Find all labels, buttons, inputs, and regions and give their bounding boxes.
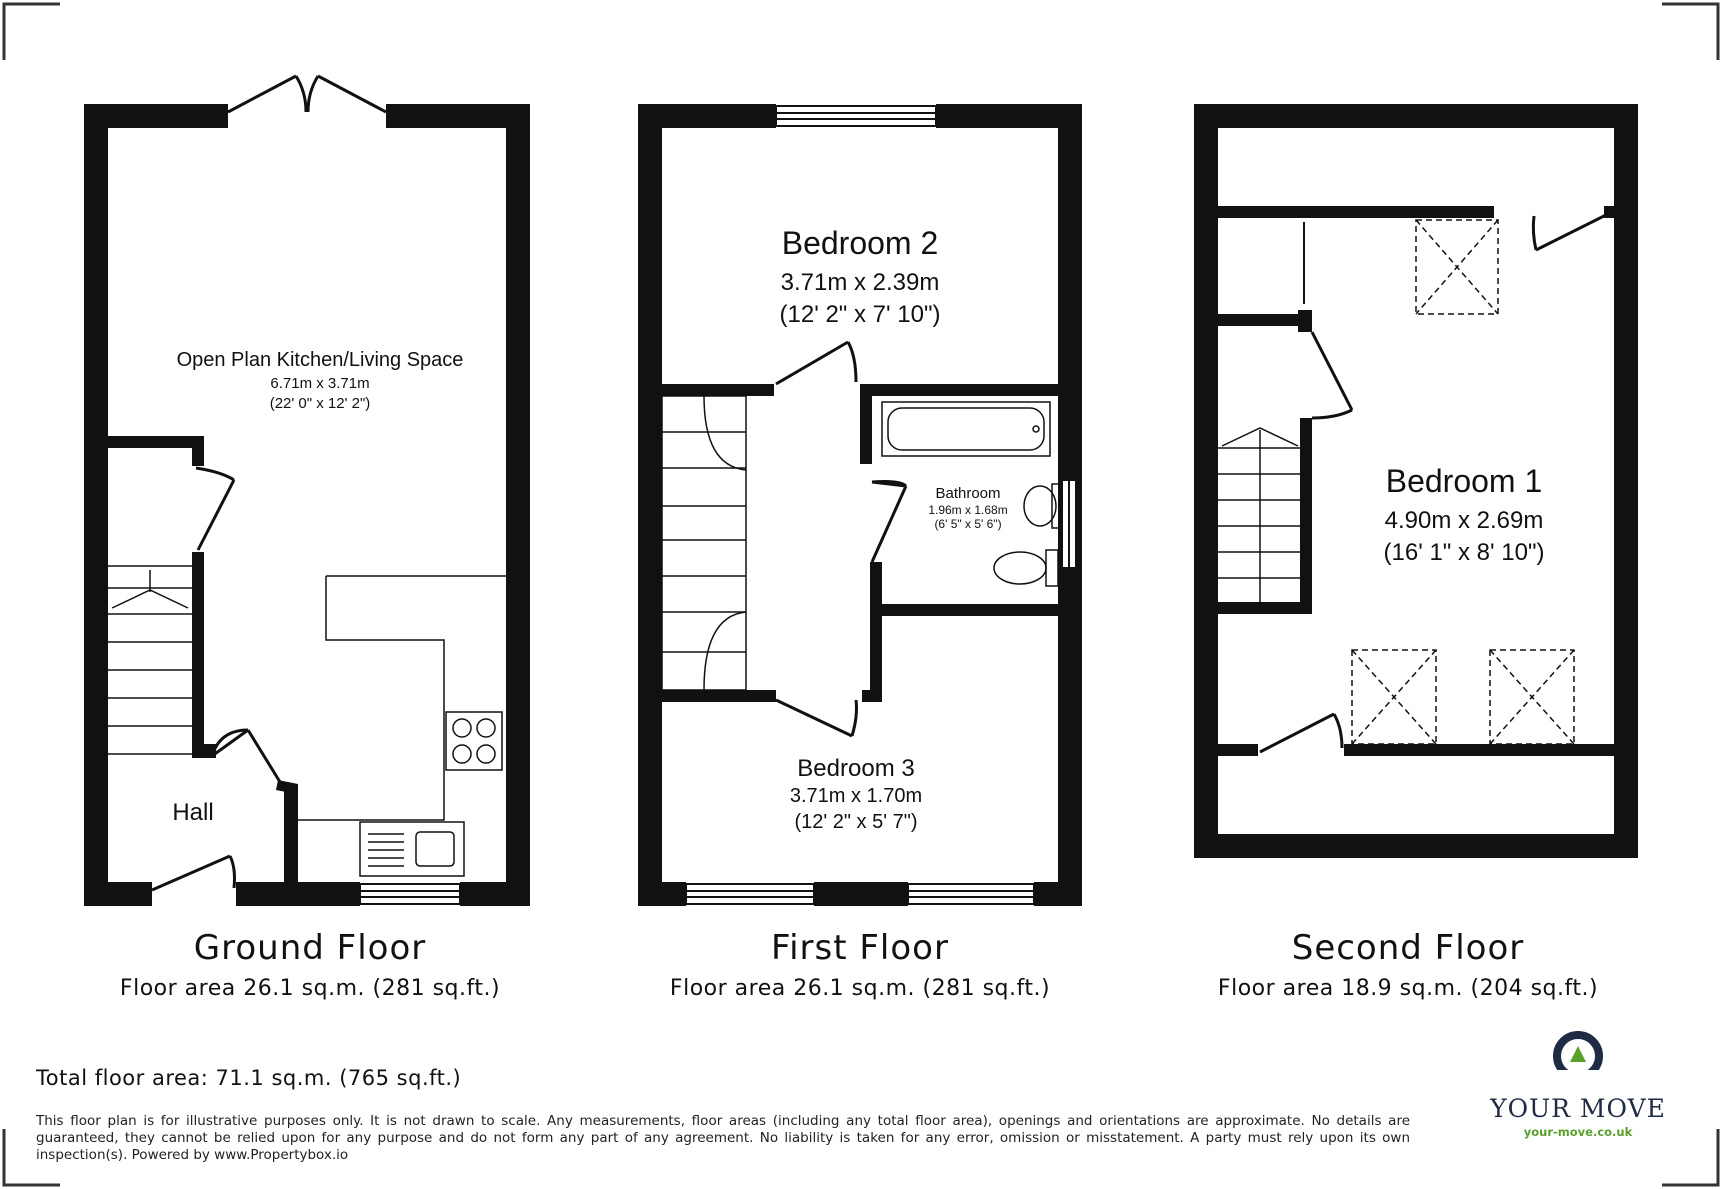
ff-wall-bed3-stub: [862, 690, 882, 702]
ff-bathroom-size-m: 1.96m x 1.68m: [928, 503, 1008, 517]
ground-floor-area: Floor area 26.1 sq.m. (281 sq.ft.): [119, 976, 501, 1001]
first-floor-area: Floor area 26.1 sq.m. (281 sq.ft.): [669, 976, 1051, 1001]
ff-bedroom3-name: Bedroom 3: [797, 755, 915, 782]
gf-wall-top-left: [84, 104, 228, 128]
second-floor-area: Floor area 18.9 sq.m. (204 sq.ft.): [1217, 976, 1599, 1001]
sf-wall-top: [1194, 104, 1638, 128]
sf-wall-eaves-top: [1218, 206, 1494, 218]
location-pin-icon: [1552, 1030, 1604, 1088]
second-floor-heading: [1158, 928, 1658, 1001]
sf-bedroom1-size-m: 4.90m x 2.69m: [1384, 507, 1544, 534]
crop-marks: [4, 4, 1718, 1185]
ff-bedroom2-size-ft: (12' 2" x 7' 10"): [779, 301, 941, 328]
ff-bathroom-name: Bathroom: [935, 485, 1001, 502]
gf-hall-wall-top: [108, 436, 204, 448]
first-floor-title: First Floor: [771, 928, 949, 968]
sf-bedroom1-size-ft: (16' 1" x 8' 10"): [1383, 539, 1545, 566]
sf-wall-left: [1194, 104, 1218, 858]
sf-wall-stair-bottom: [1218, 602, 1312, 614]
gf-sink: [360, 822, 464, 876]
ff-bathroom-size-ft: (6' 5" x 5' 6"): [934, 517, 1002, 531]
sf-wall-stair: [1300, 418, 1312, 614]
ff-wall-bottom-b: [814, 882, 908, 906]
sf-bedroom1-name: Bedroom 1: [1385, 463, 1543, 499]
ff-wall-landing-top: [662, 384, 774, 396]
ff-wall-bath-bottom: [870, 604, 1058, 616]
brand-url: your-move.co.uk: [1523, 1125, 1633, 1139]
gf-kitchen-name: Open Plan Kitchen/Living Space: [176, 349, 464, 371]
brand-name: YOUR MOVE: [1490, 1094, 1666, 1123]
ff-wall-bed3-top: [662, 690, 776, 702]
first-floor-plan: [638, 104, 1082, 906]
ground-floor-heading: [60, 928, 560, 1001]
sf-wall-eaves-bottom-a: [1218, 744, 1258, 756]
gf-hall-name: Hall: [172, 799, 214, 826]
gf-hall-wall-vertical: [192, 552, 204, 756]
ff-wall-left: [638, 104, 662, 906]
ground-floor-plan: [84, 76, 530, 906]
second-floor-plan: [1194, 104, 1638, 858]
ff-wall-top-left: [638, 104, 776, 128]
gf-hob: [446, 712, 502, 770]
ff-wall-bottom-c: [1034, 882, 1082, 906]
sf-staircase: [1218, 428, 1300, 602]
sf-wall-eaves-bottom-b: [1344, 744, 1614, 756]
ff-bedroom2-size-m: 3.71m x 2.39m: [780, 269, 940, 296]
gf-hall-wall-right: [284, 784, 298, 884]
gf-kitchen-counter: [298, 576, 506, 820]
ff-doors: [776, 342, 906, 736]
ff-wall-bath-left: [860, 384, 872, 464]
gf-wall-bottom-b: [236, 882, 360, 906]
sf-wall-cupboard: [1218, 314, 1302, 326]
gf-wall-top-right: [386, 104, 530, 128]
ground-floor-title: Ground Floor: [193, 928, 427, 968]
ff-bedroom3-size-m: 3.71m x 1.70m: [789, 785, 923, 807]
ff-wall-bath-left2: [870, 562, 882, 702]
gf-wall-left: [84, 104, 108, 906]
first-floor-heading: [610, 928, 1110, 1001]
gf-french-doors: [228, 76, 386, 112]
total-floor-area: Total floor area: 71.1 sq.m. (765 sq.ft.): [36, 1066, 462, 1090]
brand-logo: [1478, 1030, 1678, 1139]
disclaimer-text: This floor plan is for illustrative purposes only. It is not drawn to scale. Any measurements, floor areas (including any total floor area), openings and orientations are approximate. No details are guaranteed, they cannot be relied upon for any purpose and do not form any part of any agreement. No liability is taken for any error, omission or misstatement. A party must rely upon its own inspection(s). Powered by www.Propertybox.io: [36, 1113, 1410, 1163]
ff-staircase: [662, 396, 746, 690]
second-floor-title: Second Floor: [1291, 928, 1525, 968]
gf-hall-wall-stub: [192, 436, 204, 466]
gf-kitchen-size-m: 6.71m x 3.71m: [270, 375, 370, 392]
gf-wall-bottom-a: [84, 882, 152, 906]
sf-wall-bottom: [1194, 834, 1638, 858]
gf-staircase: [108, 566, 192, 754]
ff-wall-bath-top: [860, 384, 1058, 396]
gf-window-bottom: [360, 884, 460, 904]
gf-wall-right: [506, 104, 530, 906]
ff-wall-bottom-a: [638, 882, 686, 906]
gf-wall-bottom-c: [460, 882, 530, 906]
sf-wall-right: [1614, 104, 1638, 858]
sf-wall-cupboard-post: [1298, 310, 1312, 332]
ff-wall-top-right: [936, 104, 1082, 128]
gf-hall-doors: [152, 468, 280, 890]
ff-bedroom2-name: Bedroom 2: [781, 225, 939, 261]
ff-bedroom3-size-ft: (12' 2" x 5' 7"): [794, 811, 918, 833]
gf-kitchen-size-ft: (22' 0" x 12' 2"): [269, 395, 371, 412]
